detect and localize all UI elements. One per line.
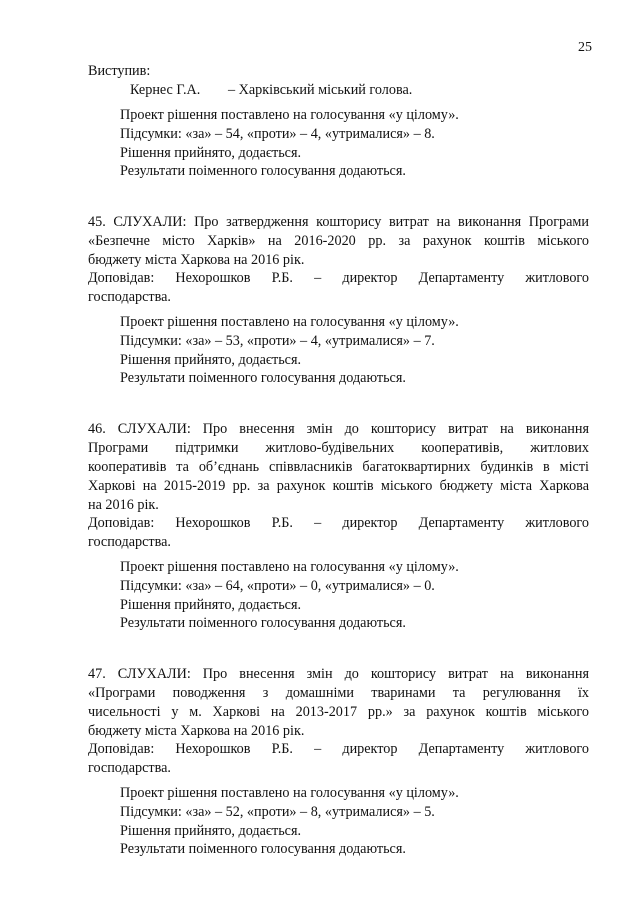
item-45-reporter-line: господарства. [88, 289, 171, 305]
vote-result: Підсумки: «за» – 54, «проти» – 4, «утрималися» – 8. [120, 126, 435, 142]
item-46-vote-line: Проект рішення поставлено на голосування «у цілому». [120, 559, 459, 575]
item-46-decision-line: Рішення прийнято, додається. [120, 597, 302, 613]
item-45-vote-line: Проект рішення поставлено на голосування «у цілому». [120, 314, 459, 330]
item-45-reporter-line: Доповідав: Нехорошков Р.Б. – директор Департаменту житлового [88, 270, 589, 286]
item-46-reporter-line: господарства. [88, 534, 171, 550]
item-47-heading-line: бюджету міста Харкова на 2016 рік. [88, 723, 305, 739]
item-47-vote-result: Підсумки: «за» – 52, «проти» – 8, «утрималися» – 5. [120, 804, 435, 820]
item-45-heading-line: 45. СЛУХАЛИ: Про затвердження кошторису витрат на виконання Програми [88, 214, 589, 230]
item-47-decision-line: Рішення прийнято, додається. [120, 823, 302, 839]
item-45-decision-line: Рішення прийнято, додається. [120, 352, 302, 368]
item-46-heading-line: кооперативів та об’єднань співвласників багатоквартирних будинків в місті [88, 459, 589, 475]
item-47-vote-line: Проект рішення поставлено на голосування «у цілому». [120, 785, 459, 801]
vote-line: Проект рішення поставлено на голосування «у цілому». [120, 107, 459, 123]
item-45-heading-line: бюджету міста Харкова на 2016 рік. [88, 252, 305, 268]
item-45-heading-line: «Безпечне місто Харків» на 2016-2020 рр. за рахунок коштів міського [88, 233, 589, 249]
roll-call-line: Результати поіменного голосування додаються. [120, 163, 406, 179]
item-47-reporter-line: господарства. [88, 760, 171, 776]
item-46-reporter-line: Доповідав: Нехорошков Р.Б. – директор Департаменту житлового [88, 515, 589, 531]
item-45-vote-result: Підсумки: «за» – 53, «проти» – 4, «утрималися» – 7. [120, 333, 435, 349]
item-47-heading-line: чисельності у м. Харкові на 2013-2017 рр.» за рахунок коштів міського [88, 704, 589, 720]
item-46-heading-line: 46. СЛУХАЛИ: Про внесення змін до кошторису витрат на виконання [88, 421, 589, 437]
item-46-vote-result: Підсумки: «за» – 64, «проти» – 0, «утрималися» – 0. [120, 578, 435, 594]
item-47-roll-call-line: Результати поіменного голосування додаються. [120, 841, 406, 857]
speaker-role: – Харківський міський голова. [228, 82, 413, 98]
speakers-heading: Виступив: [88, 63, 151, 79]
item-46-roll-call-line: Результати поіменного голосування додаються. [120, 615, 406, 631]
item-46-heading-line: Програми підтримки житлово-будівельних кооперативів, житлових [88, 440, 589, 456]
item-47-reporter-line: Доповідав: Нехорошков Р.Б. – директор Департаменту житлового [88, 741, 589, 757]
item-47-heading-line: 47. СЛУХАЛИ: Про внесення змін до кошторису витрат на виконання [88, 666, 589, 682]
item-46-heading-line: Харкові на 2015-2019 рр. за рахунок коштів міського бюджету міста Харкова [88, 478, 589, 494]
item-47-heading-line: «Програми поводження з домашніми тваринами та регулювання їх [88, 685, 589, 701]
decision-line: Рішення прийнято, додається. [120, 145, 302, 161]
page-number: 25 [578, 40, 592, 55]
item-45-roll-call-line: Результати поіменного голосування додаються. [120, 370, 406, 386]
item-46-heading-line: на 2016 рік. [88, 497, 159, 513]
speaker-entry [130, 81, 412, 100]
speaker-name: Кернес Г.А. [130, 82, 201, 98]
